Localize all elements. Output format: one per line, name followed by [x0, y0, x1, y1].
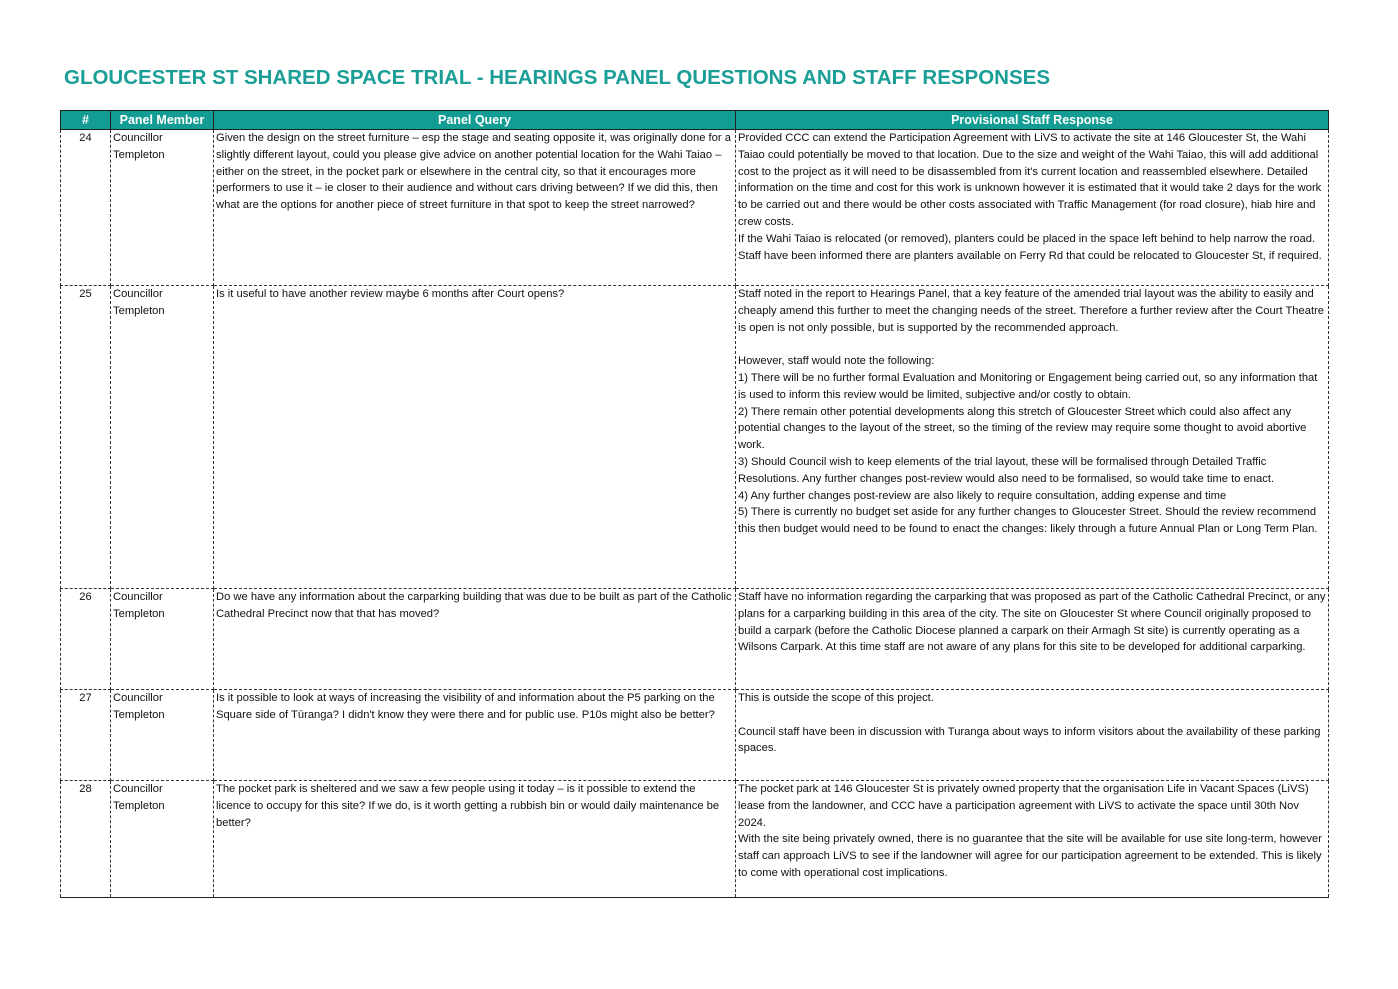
row-panel-member: Councillor Templeton [111, 286, 214, 589]
table-row [61, 690, 1329, 781]
row-panel-query: Do we have any information about the carparking building that was due to be built as part of the Catholic Cathedral Precinct now that that has moved? [214, 589, 736, 690]
header-staff-response: Provisional Staff Response [736, 111, 1329, 130]
row-panel-query: Given the design on the street furniture – esp the stage and seating opposite it, was originally done for a slightly different layout, could you please give advice on another potential location for the Wahi Taiao – either on the street, in the pocket park or elsewhere in the central city, so that it encourages more performers to use it – ie closer to their audience and without cars driving between? If we did this, then what are the options for another piece of street furniture in that spot to keep the street narrowed? [214, 130, 736, 286]
row-staff-response: Provided CCC can extend the Participation Agreement with LiVS to activate the site at 146 Gloucester St, the Wahi Taiao could potentially be moved to that location. Due to the size and weight of the Wahi Taiao, this will add additional cost to the project as it will need to be disassembled from it's current location and reassembled elsewhere. Detailed information on the time and cost for this work is unknown however it is estimated that it would take 2 days for the work to be carried out and there would be other costs associated with Traffic Management (for road closure), hiab hire and crew costs. If the Wahi Taiao is relocated (or removed), planters could be placed in the space left behind to help narrow the road. Staff have been informed there are planters available on Ferry Rd that could be relocated to Gloucester St, if required. [736, 130, 1329, 286]
row-panel-member: Councillor Templeton [111, 781, 214, 898]
header-panel-member: Panel Member [111, 111, 214, 130]
row-panel-query: Is it useful to have another review maybe 6 months after Court opens? [214, 286, 736, 589]
row-panel-member: Councillor Templeton [111, 690, 214, 781]
table-row [61, 781, 1329, 898]
row-panel-query: Is it possible to look at ways of increasing the visibility of and information about the P5 parking on the Square side of Tūranga? I didn't know they were there and for public use. P10s might also be better? [214, 690, 736, 781]
page-title: GLOUCESTER ST SHARED SPACE TRIAL - HEARINGS PANEL QUESTIONS AND STAFF RESPONSES [64, 66, 1050, 89]
row-panel-member: Councillor Templeton [111, 130, 214, 286]
row-staff-response: Staff noted in the report to Hearings Panel, that a key feature of the amended trial layout was the ability to easily and cheaply amend this further to meet the changing needs of the street. Therefore a further review after the Court Theatre is open is not only possible, but is supported by the recommended approach. However, staff would note the following: 1) There will be no further formal Evaluation and Monitoring or Engagement being carried out, so any information that is used to inform this review would be limited, subjective and/or costly to obtain. 2) There remain other potential developments along this stretch of Gloucester Street which could also affect any potential changes to the layout of the street, so the timing of the review may require some thought to avoid abortive work. 3) Should Council wish to keep elements of the trial layout, these will be formalised through Detailed Traffic Resolutions. Any further changes post-review would also need to be formalised, so would take time to enact. 4) Any further changes post-review are also likely to require consultation, adding expense and time 5) There is currently no budget set aside for any further changes to Gloucester Street. Should the review recommend this then budget would need to be found to enact the changes: likely through a future Annual Plan or Long Term Plan. [736, 286, 1329, 589]
row-staff-response: The pocket park at 146 Gloucester St is privately owned property that the organisation Life in Vacant Spaces (LiVS) lease from the landowner, and CCC have a participation agreement with LiVS to activate the space until 30th Nov 2024. With the site being privately owned, there is no guarantee that the site will be available for use site long-term, however staff can approach LiVS to see if the landowner will agree for our participation agreement to be extended. This is likely to come with operational cost implications. [736, 781, 1329, 898]
row-staff-response: Staff have no information regarding the carparking that was proposed as part of the Catholic Cathedral Precinct, or any plans for a carparking building in this area of the city. The site on Gloucester St where Council originally proposed to build a carpark (before the Catholic Diocese planned a carpark on their Armagh St site) is currently operating as a Wilsons Carpark. At this time staff are not aware of any plans for this site to be developed for additional carparking. [736, 589, 1329, 690]
row-number: 24 [61, 130, 111, 286]
row-panel-member: Councillor Templeton [111, 589, 214, 690]
row-number: 26 [61, 589, 111, 690]
header-number: # [61, 111, 111, 130]
row-panel-query: The pocket park is sheltered and we saw a few people using it today – is it possible to extend the licence to occupy for this site? If we do, is it worth getting a rubbish bin or would daily maintenance be better? [214, 781, 736, 898]
row-number: 27 [61, 690, 111, 781]
header-panel-query: Panel Query [214, 111, 736, 130]
table-row [61, 286, 1329, 589]
row-staff-response: This is outside the scope of this project. Council staff have been in discussion with Turanga about ways to inform visitors about the availability of these parking spaces. [736, 690, 1329, 781]
row-number: 25 [61, 286, 111, 589]
table-row [61, 589, 1329, 690]
row-number: 28 [61, 781, 111, 898]
questions-table [60, 110, 1329, 898]
table-header-row [61, 111, 1329, 130]
table-row [61, 130, 1329, 286]
